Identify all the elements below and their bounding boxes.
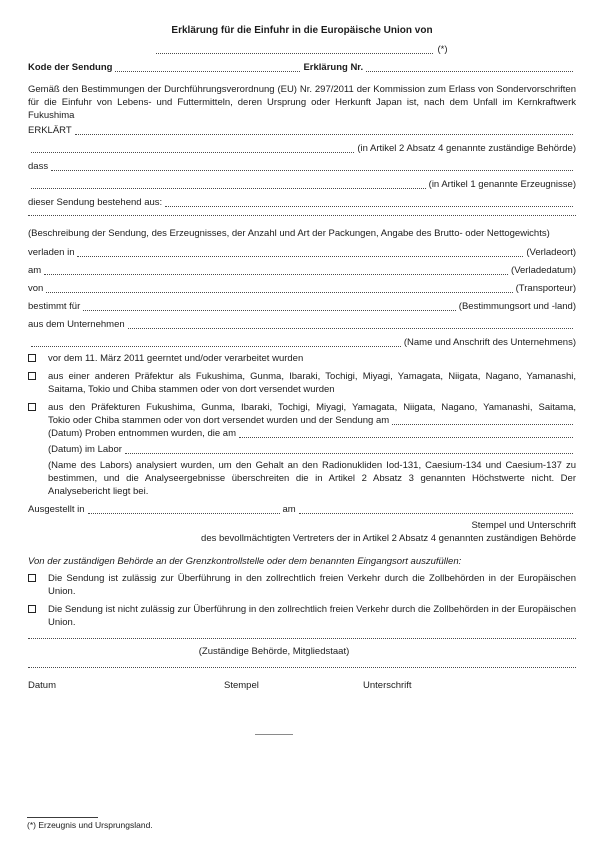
sampling-date-row [48,414,576,427]
destination-row [28,300,576,313]
signature-line1: Stempel und Unterschrift [471,520,576,531]
signature-column-label: Unterschrift [363,680,412,691]
product-and-origin-field[interactable] [156,53,433,54]
checkbox-other-prefecture[interactable] [28,372,36,380]
company-hint: (Name und Anschrift des Unternehmens) [403,337,576,348]
consignment-description-field-line1[interactable] [165,206,573,207]
option-admissible [28,572,576,598]
that-label: dass [28,161,49,172]
signature-line2: des bevollmächtigten Vertreters der in Artikel 2 Absatz 4 genannten zuständigen Behörde [201,533,576,544]
issue-date-field[interactable] [299,513,573,514]
authority-name-field-line1[interactable] [75,134,573,135]
consignment-code-field[interactable] [115,71,300,72]
consignment-description-field-line2[interactable] [28,214,576,216]
footnote-marker: (*) [437,44,448,55]
option-other-prefecture [28,370,576,396]
transporter-hint: (Transporteur) [515,283,576,294]
loading-place-label: verladen in [28,247,75,258]
company-field-line1[interactable] [128,328,573,329]
regulation-intro: Gemäß den Bestimmungen der Durchführungsverordnung (EU) Nr. 297/2011 der Kommission zum Erlass von Sondervorschriften für die Einfuhr von Lebens- und Futtermitteln, deren Ursprung oder Herkunft Japan ist, nach dem Unfall im Kernkraftwerk Fukushima [28,84,576,121]
checkbox-admissible[interactable] [28,574,36,582]
checkbox-not-admissible[interactable] [28,605,36,613]
option-listed-prefecture-line3: (Datum) Proben entnommen wurden, die am [48,428,236,439]
footnote-text: (*) Erzeugnis und Ursprungsland. [27,820,153,830]
declares-row [28,124,576,137]
signature-block [28,519,576,545]
analysis-date-field[interactable] [239,437,573,438]
section-separator-rule [255,734,293,735]
destination-hint: (Bestimmungsort und -land) [458,301,576,312]
declaration-number-field[interactable] [366,71,573,72]
products-field-line1[interactable] [51,170,573,171]
products-field-line2[interactable] [31,188,426,189]
document-title: Erklärung für die Einfuhr in die Europäische Union von [171,25,433,36]
option-admissible-text: Die Sendung ist zulässig zur Überführung in den zollrechtlich freien Verkehr durch die Zollbehörden in der Europäischen Union. [48,573,576,597]
checkbox-harvested-before[interactable] [28,354,36,362]
company-row [28,318,576,331]
transporter-row [28,282,576,295]
that-row [28,160,576,173]
transporter-field[interactable] [46,292,512,293]
products-hint-row [28,178,576,191]
loading-place-field[interactable] [77,256,523,257]
loading-date-hint: (Verladedatum) [511,265,576,276]
analysis-statement: (Name des Labors) analysiert wurden, um den Gehalt an den Radionukliden Iod-131, Caesium-134 und Caesium-137 zu bestimmen, und die Analyseergebnisse überschreiten die in Artikel 2 Absatz 3 genannten Höchstwerte nicht. Der Analysebericht liegt bei. [48,460,576,497]
option-listed-prefecture [28,401,576,498]
border-control-heading: Von der zuständigen Behörde an der Grenzkontrollstelle oder dem benannten Eingangsort auszufüllen: [28,556,462,567]
loading-date-row [28,264,576,277]
issue-place-field[interactable] [88,513,280,514]
transporter-label: von [28,283,44,294]
loading-place-row [28,246,576,259]
signature-columns [28,679,576,692]
loading-date-field[interactable] [44,274,508,275]
sampling-date-field[interactable] [392,424,573,425]
option-listed-prefecture-line2: Tokio oder Chiba stammen oder von dort versendet wurden und der Sendung am [48,415,390,426]
product-origin-field-row [28,46,576,56]
laboratory-row [48,443,576,456]
option-listed-prefecture-line1: aus den Präfekturen Fukushima, Gunma, Ibaraki, Tochigi, Miyagi, Yamagata, Niigata, Nagano, Yamanashi, Saitama, [48,402,576,413]
company-field-line2[interactable] [31,346,401,347]
checkbox-listed-prefecture[interactable] [28,403,36,411]
consignment-row [28,196,576,209]
issued-label: Ausgestellt in [28,504,85,515]
option-harvested-before-text: vor dem 11. März 2011 geerntet und/oder verarbeitet wurden [48,353,304,364]
authority-member-state-caption: (Zuständige Behörde, Mitgliedstaat) [198,646,350,657]
authority-member-state-field[interactable] [28,638,576,639]
consignment-code-label: Kode der Sendung [28,62,113,73]
loading-date-label: am [28,265,42,276]
declaration-number-label: Erklärung Nr. [303,62,364,73]
option-other-prefecture-text: aus einer anderen Präfektur als Fukushima, Gunma, Ibaraki, Tochigi, Miyagi, Yamagata, Niigata, Nagano, Yamanashi, Saitama, Tokio und Chiba stammen oder von dort versendet wurden [48,371,576,395]
option-not-admissible [28,603,576,629]
stamp-column-label: Stempel [224,680,259,691]
consignment-label: dieser Sendung bestehend aus: [28,197,163,208]
option-not-admissible-text: Die Sendung ist nicht zulässig zur Überführung in den zollrechtlich freien Verkehr durch die Zollbehörden in der Europäischen Union. [48,604,576,628]
footnote-rule [27,817,98,818]
company-hint-row [28,336,576,349]
authority-hint: (in Artikel 2 Absatz 4 genannte zuständige Behörde) [357,143,576,154]
destination-field[interactable] [83,310,456,311]
authority-hint-row [28,142,576,155]
authority-name-field-line2[interactable] [31,152,354,153]
option-listed-prefecture-line4: (Datum) im Labor [48,444,122,455]
destination-label: bestimmt für [28,301,81,312]
company-label: aus dem Unternehmen [28,319,125,330]
analysis-date-row [48,427,576,440]
declares-label: ERKLÄRT [28,125,72,136]
option-harvested-before [28,352,576,365]
loading-place-hint: (Verladeort) [526,247,576,258]
meta-row [28,61,576,74]
issued-row [28,503,576,516]
date-stamp-signature-field[interactable] [28,667,576,668]
date-column-label: Datum [28,680,56,691]
consignment-description-hint: (Beschreibung der Sendung, des Erzeugnisses, der Anzahl und Art der Packungen, Angabe des Brutto- oder Nettogewichts) [28,228,550,239]
laboratory-name-field[interactable] [125,453,573,454]
issued-on-label: am [282,504,296,515]
products-hint: (in Artikel 1 genannte Erzeugnisse) [428,179,576,190]
